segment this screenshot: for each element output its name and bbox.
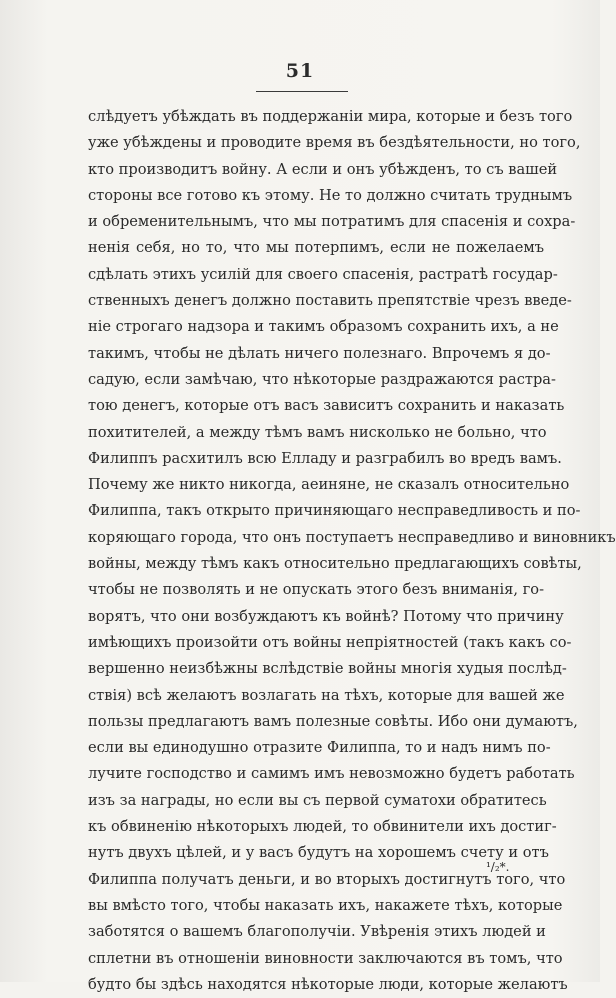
text-line: ствiя) всѣ желаютъ возлагать на тѣхъ, которые для вашей же [88, 686, 565, 704]
text-line: Филиппа получатъ деньги, и во вторыхъ достигнутъ того, что [88, 870, 566, 888]
text-line: тою денегъ, которые отъ васъ зависитъ сохранить и наказать [88, 397, 565, 415]
text-line: похитителей, а между тѣмъ вамъ нисколько не больно, что [88, 423, 547, 441]
text-line: ненiя себя, но то, что мы потерпимъ, если не пожелаемъ [88, 239, 544, 257]
text-line: къ обвиненiю нѣкоторыхъ людей, то обвинители ихъ достиг- [88, 818, 557, 836]
text-line: вы вмѣсто того, чтобы наказать ихъ, накажете тѣхъ, которые [88, 896, 563, 914]
text-line: ственныхъ денегъ должно поставить препятствiе чрезъ введе- [88, 292, 572, 310]
text-line: имѣющихъ произойти отъ войны непрiятностей (такъ какъ со- [88, 633, 572, 651]
text-line: коряющаго города, что онъ поступаетъ несправедливо и виновникъ [88, 528, 616, 546]
text-line: заботятся о вашемъ благополучiи. Увѣренiя этихъ людей и [88, 923, 546, 941]
text-line: слѣдуетъ убѣждать въ поддержанiи мира, которые и безъ того [88, 108, 573, 125]
text-line: будто бы здѣсь находятся нѣкоторые люди, которые желаютъ [88, 975, 568, 993]
text-line: нутъ двухъ цѣлей, и у васъ будутъ на хорошемъ счету и отъ [88, 844, 549, 862]
text-line: изъ за награды, но если вы съ первой суматохи обратитесь [88, 791, 547, 809]
text-line: ворятъ, что они возбуждаютъ къ войнѣ? Потому что причину [88, 607, 564, 625]
header-rule [256, 91, 348, 92]
text-line: садую, если замѣчаю, что нѣкоторые раздражаются растра- [88, 370, 556, 388]
text-line: вершенно неизбѣжны вслѣдствiе войны многiя худыя послѣд- [88, 660, 567, 678]
text-line: лучите господство и самимъ имъ невозможно будетъ работать [88, 765, 575, 783]
text-line: если вы единодушно отразите Филиппа, то и надъ нимъ по- [88, 739, 551, 757]
text-line: Филиппа, такъ открыто причиняющаго несправедливость и по- [88, 502, 581, 520]
body-text [88, 104, 616, 998]
text-line: нiе строгаго надзора и такимъ образомъ сохранить ихъ, а не [88, 318, 559, 336]
text-line: уже убѣждены и проводите время въ бездѣятельности, но того, [88, 134, 581, 152]
text-line: войны, между тѣмъ какъ относительно предлагающихъ совѣты, [88, 555, 582, 573]
text-line: и обременительнымъ, что мы потратимъ для спасенiя и сохра- [88, 213, 576, 231]
text-line: такимъ, чтобы не дѣлать ничего полезнаго. Впрочемъ я до- [88, 344, 551, 362]
page-number: 51 [285, 60, 315, 82]
text-line: пользы предлагаютъ вамъ полезные совѣты. Ибо они думаютъ, [88, 712, 578, 730]
signature-mark: ¹/₂*. [486, 860, 510, 874]
text-line: кто производитъ войну. А если и онъ убѣжденъ, то съ вашей [88, 160, 558, 178]
text-line: стороны все готово къ этому. Не то должно считать труднымъ [88, 186, 573, 204]
text-line: Филиппъ расхитилъ всю Елладу и разграбилъ во вредъ вамъ. [88, 449, 562, 467]
text-line: Почему же никто никогда, аеиняне, не сказалъ относительно [88, 476, 570, 494]
text-line: чтобы не позволять и не опускать этого безъ вниманiя, го- [88, 581, 544, 599]
text-line: сдѣлать этихъ усилiй для своего спасенiя, растратѣ государ- [88, 265, 558, 283]
text-line: сплетни въ отношенiи виновности заключаются въ томъ, что [88, 949, 563, 967]
